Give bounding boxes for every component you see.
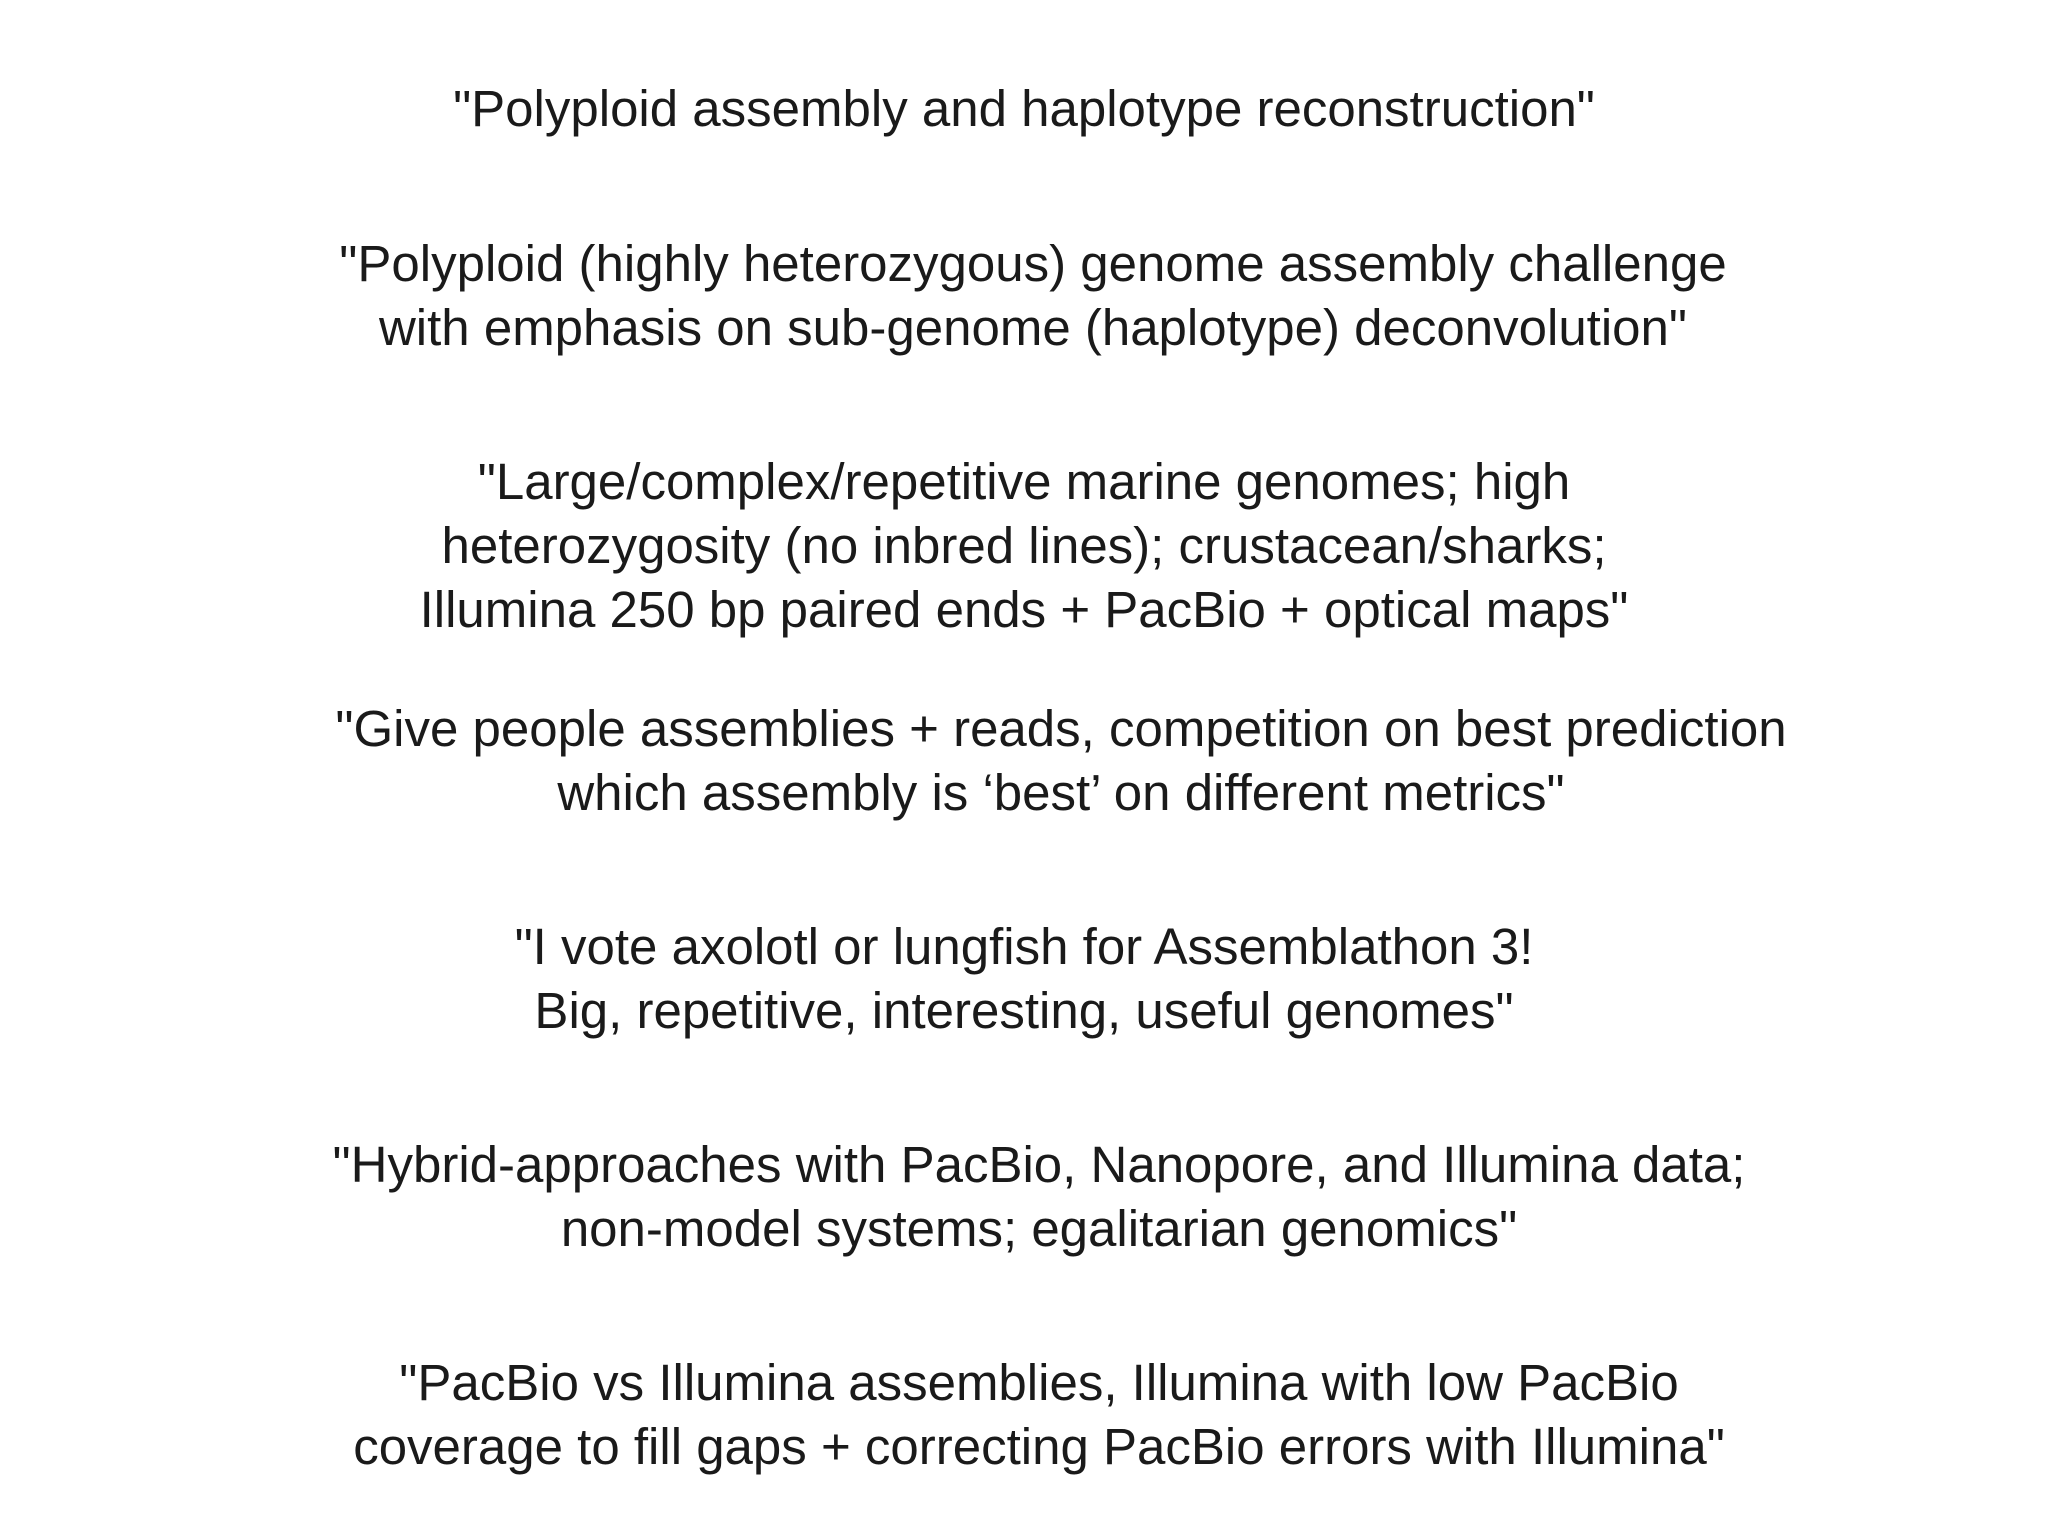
quote-line: coverage to fill gaps + correcting PacBio errors with Illumina" [353,1418,1725,1475]
quote-competition [0,697,2048,825]
quote-polyploid-challenge [0,232,2048,360]
quote-marine-genomes [0,450,2048,642]
quote-polyploid-assembly [0,77,2048,141]
quote-line: which assembly is ‘best’ on different metrics" [557,764,1565,821]
quote-line: "Polyploid assembly and haplotype reconstruction" [453,80,1595,137]
quote-pacbio-vs-illumina [0,1351,2048,1479]
quote-line: "Large/complex/repetitive marine genomes; high [477,453,1571,510]
quote-line: "Polyploid (highly heterozygous) genome assembly challenge [339,235,1727,292]
quote-hybrid-approaches [0,1133,2048,1261]
quote-line: Illumina 250 bp paired ends + PacBio + optical maps" [419,581,1629,638]
quote-line: "Hybrid-approaches with PacBio, Nanopore, and Illumina data; [332,1136,1746,1193]
quote-axolotl-lungfish [0,915,2048,1043]
quote-line: heterozygosity (no inbred lines); crustacean/sharks; [441,517,1607,574]
quote-line: "Give people assemblies + reads, competition on best prediction [335,700,1787,757]
quote-line: Big, repetitive, interesting, useful genomes" [534,982,1514,1039]
quote-line: "PacBio vs Illumina assemblies, Illumina with low PacBio [399,1354,1679,1411]
quote-line: non-model systems; egalitarian genomics" [560,1200,1518,1257]
quote-line: with emphasis on sub-genome (haplotype) deconvolution" [378,299,1688,356]
quote-line: "I vote axolotl or lungfish for Assemblathon 3! [514,918,1534,975]
